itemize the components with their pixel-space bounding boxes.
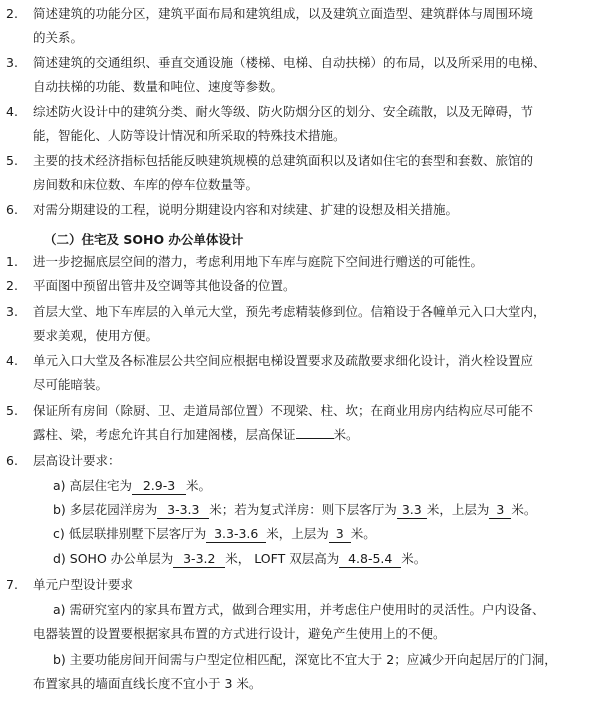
blank-underline xyxy=(296,438,334,439)
item-number: 1. xyxy=(6,254,18,269)
height-row-a xyxy=(53,475,211,497)
item-number: 3. xyxy=(6,55,18,70)
paragraph-line: a) 需研究室内的家具布置方式，做到合理实用，并考虑住户使用时的灵活性。户内设备、 xyxy=(53,602,545,617)
row-unit: 米。 xyxy=(186,478,212,493)
item-text: 露柱、梁，考虑允许其自行加建阁楼，层高保证 xyxy=(33,427,296,442)
item-text-line: 进一步挖掘底层空间的潜力，考虑利用地下车库与庭院下空间进行赠送的可能性。 xyxy=(33,254,484,269)
filled-value: 3 xyxy=(489,502,511,519)
item-text-line: 平面图中预留出管井及空调等其他设备的位置。 xyxy=(33,278,296,293)
filled-value: 3-3.3 xyxy=(157,502,209,519)
paragraph-line: 电器装置的设置要根据家具布置的方式进行设计，避免产生使用上的不便。 xyxy=(33,626,446,641)
height-row-d xyxy=(53,548,426,570)
item-text-line: 自动扶梯的功能、数量和吨位、速度等参数。 xyxy=(33,79,284,94)
filled-value: 3 xyxy=(329,526,351,543)
item-title: 层高设计要求： xyxy=(33,453,121,468)
item-number: 3. xyxy=(6,304,18,319)
row-unit: 米。 xyxy=(401,551,427,566)
item-text-line xyxy=(33,423,578,447)
item-text-line: 的关系。 xyxy=(33,30,84,45)
item-number: 2. xyxy=(6,278,18,293)
item-number: 7. xyxy=(6,577,18,592)
paragraph-line: 布置家具的墙面直线长度不宜小于 3 米。 xyxy=(33,676,262,691)
item-text-line: 单元入口大堂及各标准层公共空间应根据电梯设置要求及疏散要求细化设计，消火栓设置应 xyxy=(33,353,534,368)
paragraph-b xyxy=(33,648,583,696)
filled-value: 3.3-3.6 xyxy=(206,526,266,543)
row-text: 米，上层为 xyxy=(426,502,490,517)
item-text-line: 首层大堂、地下车库层的入单元大堂，预先考虑精装修到位。信箱设于各幢单元入口大堂内， xyxy=(33,304,546,319)
row-label: c) 低层联排别墅下层客厅为 xyxy=(53,526,207,541)
item-number: 5. xyxy=(6,153,18,168)
filled-value: 2.9-3 xyxy=(132,478,186,495)
item-text-line: 对需分期建设的工程，说明分期建设内容和对续建、扩建的设想及相关措施。 xyxy=(33,202,459,217)
height-row-c xyxy=(53,523,376,545)
item-number: 6. xyxy=(6,453,18,468)
section-heading: （二）住宅及 SOHO 办公单体设计 xyxy=(44,232,244,247)
row-label: b) 多层花园洋房为 xyxy=(53,502,158,517)
filled-value: 3-3.2 xyxy=(173,551,225,568)
row-unit: 米。 xyxy=(350,526,376,541)
height-row-b xyxy=(53,499,536,521)
filled-value: 4.8-5.4 xyxy=(339,551,401,568)
item-text-line: 保证所有房间（除厨、卫、走道局部位置）不现梁、柱、坎；在商业用房内结构应尽可能不 xyxy=(33,403,534,418)
item-text-line: 要求美观，使用方便。 xyxy=(33,328,159,343)
row-unit: 米。 xyxy=(511,502,537,517)
item-number: 2. xyxy=(6,6,18,21)
row-label: d) SOHO 办公单层为 xyxy=(53,551,174,566)
item-number: 4. xyxy=(6,104,18,119)
item-text-line: 简述建筑的功能分区，建筑平面布局和建筑组成，以及建筑立面造型、建筑群体与周围环境 xyxy=(33,6,534,21)
row-text: 米， LOFT 双层高为 xyxy=(225,551,340,566)
item-number: 5. xyxy=(6,403,18,418)
item-text-line: 房间数和床位数、车库的停车位数量等。 xyxy=(33,177,259,192)
item-text-line: 尽可能暗装。 xyxy=(33,377,109,392)
item-number: 6. xyxy=(6,202,18,217)
row-text: 米，上层为 xyxy=(266,526,329,541)
filled-value: 3.3 xyxy=(397,502,427,519)
row-text: 米；若为复式洋房：则下层客厅为 xyxy=(209,502,397,517)
item-text-line: 简述建筑的交通组织、垂直交通设施（楼梯、电梯、自动扶梯）的布局，以及所采用的电梯、 xyxy=(33,55,546,70)
item-text-line: 主要的技术经济指标包括能反映建筑规模的总建筑面积以及诸如住宅的套型和套数、旅馆的 xyxy=(33,153,534,168)
paragraph-line: b) 主要功能房间开间需与户型定位相匹配，深宽比不宜大于 2；应减少开向起居厅的门洞， xyxy=(53,652,557,667)
paragraph-a xyxy=(33,598,583,646)
row-label: a) 高层住宅为 xyxy=(53,478,133,493)
item-text-line: 综述防火设计中的建筑分类、耐火等级、防火防烟分区的划分、安全疏散，以及无障碍，节 xyxy=(33,104,534,119)
item-title: 单元户型设计要求 xyxy=(33,577,134,592)
item-text: 米。 xyxy=(333,427,359,442)
item-number: 4. xyxy=(6,353,18,368)
item-text-line: 能，智能化、人防等设计情况和所采取的特殊技术措施。 xyxy=(33,128,346,143)
